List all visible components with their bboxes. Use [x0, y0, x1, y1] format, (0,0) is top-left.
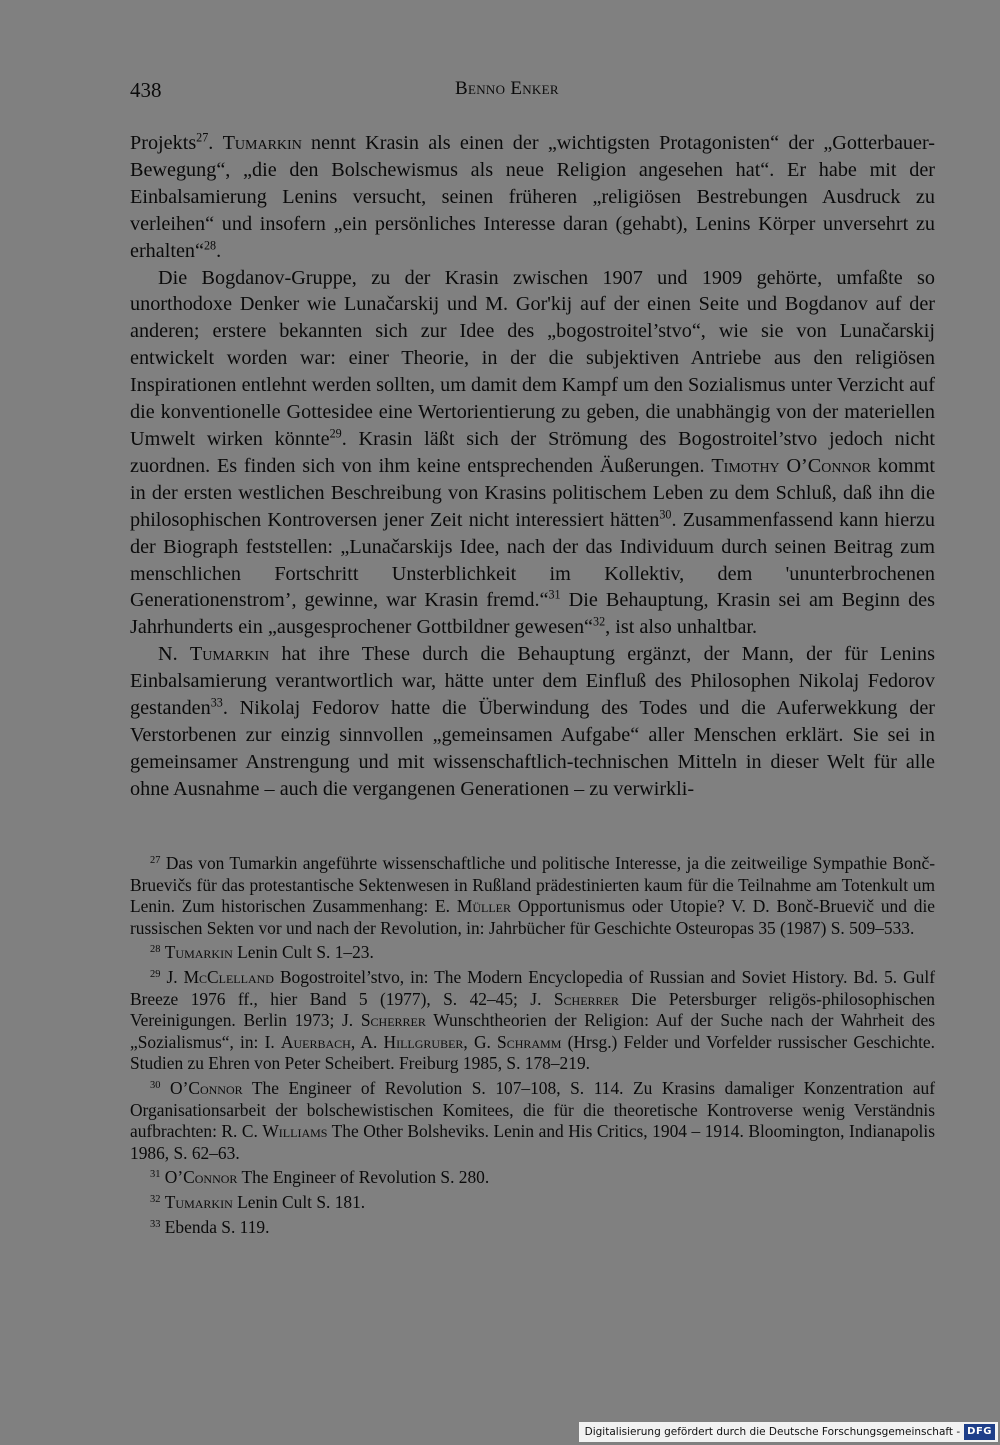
- dfg-logo-icon: DFG: [964, 1424, 995, 1440]
- footnote-32: $^{32}$ Tumarkin Lenin Cult S. 181.: [150, 1191, 366, 1212]
- footnote-28: $^{28}$ Tumarkin Lenin Cult S. 1–23.: [150, 942, 374, 963]
- author-name: Scherrer: [553, 988, 619, 1009]
- author-name: Timothy O’Connor: [711, 454, 872, 477]
- footnote-ref-33: 33: [210, 695, 223, 710]
- funding-footer: [579, 1422, 998, 1442]
- paragraph-3: N. Tumarkin hat ihre These durch die Behauptung ergänzt, der Mann, der für Lenins Einbalsamierung verantwortlich war, hätte unter dem Einfluß des Philosophen Nikolaj Fedorov gestanden$^{33}$. Nikolaj Fedorov hatte die Überwindung des Todes und die Auferwekkung der Verstorbenen zur einzig sinnvollen „gemeinsamen Aufgabe“ aller Menschen erklärt. Sie sei in gemeinsamer Anstrengung und mit wissenschaftlich-technischen Mitteln in dieser Welt für alle ohne Ausnahme – auch die vergangenen Generationen – zu verwirkli-: [130, 643, 935, 800]
- page-header: [130, 78, 935, 108]
- running-head: Benno Enker: [455, 78, 559, 99]
- footnote-number: 33: [150, 1218, 161, 1230]
- body-text: [130, 130, 935, 803]
- footnote-ref-27: 27: [196, 130, 209, 145]
- author-name: Schramm: [497, 1031, 562, 1052]
- footnotes: [130, 853, 935, 1241]
- author-name: O’Connor: [164, 1167, 238, 1188]
- footnote-30: $^{30}$ O’Connor The Engineer of Revolution S. 107–108, S. 114. Zu Krasins damaliger Konzentration auf Organisationsarbeit der bolschewistischen Komitees, die für die theoretische Kontroverse wenig Verständnis aufbrachten: R. C. Williams The Other Bolsheviks. Lenin and His Critics, 1904 – 1914. Bloomington, Indianapolis 1986, S. 62–63.: [130, 1077, 935, 1163]
- author-name: Hillgruber: [383, 1031, 464, 1052]
- paragraph-2: Die Bogdanov-Gruppe, zu der Krasin zwischen 1907 und 1909 gehörte, umfaßte so unorthodoxe Denker wie Lunačarskij und M. Gor'kij auf der einen Seite und Bogdanov auf der anderen; erstere bekannten sich zur Idee des „bogostroitel’stvo“, wie sie von Lunačarskij entwickelt worden war: einer Theorie, in der die subjektiven Antriebe aus den religiösen Inspirationen entlehnt werden sollten, um damit dem Kampf um den Sozialismus unter Verzicht auf die konventionelle Gottesidee eine Wertorientierung zu geben, die unabhängig von der materiellen Umwelt wirken könnte$^{29}$. Krasin läßt sich der Strömung des Bogostroitel’stvo jedoch nicht zuordnen. Es finden sich von ihm keine entsprechenden Äußerungen. Timothy O’Connor kommt in der ersten westlichen Beschreibung von Krasins politischem Leben zu dem Schluß, daß ihn die philosophischen Kontroversen jener Zeit nicht interessiert hätten$^{30}$. Zusammenfassend kann hierzu der Biograph feststellen: „Lunačarskijs Idee, nach der das Individuum durch seinen Beitrag zum menschlichen Fortschritt Unsterblichkeit im Kollektiv, dem 'ununterbrochenen Generationenstrom’, gewinne, war Krasin fremd.“$^{31}$ Die Behauptung, Krasin sei am Beginn des Jahrhunderts ein „ausgesprochener Gottbildner gewesen“$^{32}$, ist also unhaltbar.: [130, 266, 936, 639]
- author-name: Tumarkin: [189, 643, 270, 666]
- footnote-number: 27: [150, 854, 161, 866]
- footnote-29: $^{29}$ J. McClelland Bogostroitel’stvo, in: The Modern Encyclopedia of Russian and Soviet History. Bd. 5. Gulf Breeze 1976 ff., hier Band 5 (1977), S. 42–45; J. Scherrer Die Petersburger religös-philosophischen Vereinigungen. Berlin 1973; J. Scherrer Wunschtheorien der Religion: Auf der Suche nach der Wahrheit des „Sozialismus“, in: I. Auerbach, A. Hillgruber, G. Schramm (Hrsg.) Felder und Vorfelder russischer Geschichte. Studien zu Ehren von Peter Scheibert. Freiburg 1985, S. 178–219.: [130, 966, 935, 1074]
- footnote-33: $^{33}$ Ebenda S. 119.: [150, 1216, 270, 1237]
- footnote-number: 29: [150, 968, 161, 980]
- author-name: McClelland: [183, 966, 274, 987]
- footnote-number: 32: [150, 1193, 161, 1205]
- footnote-ref-32: 32: [593, 615, 606, 630]
- footnote-number: 28: [150, 944, 161, 956]
- footnote-31: $^{31}$ O’Connor The Engineer of Revolution S. 280.: [150, 1167, 490, 1188]
- author-name: Tumarkin: [222, 132, 302, 154]
- footnote-ref-30: 30: [659, 507, 672, 522]
- footnote-ref-29: 29: [329, 426, 342, 441]
- page-number: 438: [130, 78, 162, 102]
- paragraph-1: Projekts$^{27}$. Tumarkin nennt Krasin als einen der „wichtigsten Protagonisten“ der „Gotterbauer-Bewegung“, „die den Bolschewismus als neue Religion angesehen hat“. Er habe mit der Einbalsamierung Lenins versucht, seinen früheren „religiösen Bestrebungen Ausdruck zu verleihen“ und insofern „ein persönliches Interesse daran (gehabt), Lenins Körper unversehrt zu erhalten“$^{28}$.: [130, 130, 936, 262]
- footnote-ref-31: 31: [548, 588, 561, 603]
- funding-text: Digitalisierung gefördert durch die Deutsche Forschungsgemeinschaft -: [584, 1426, 961, 1438]
- footnote-27: $^{27}$ Das von Tumarkin angeführte wissenschaftliche und politische Interesse, ja die zeitweilige Sympathie Bonč-Bruevičs für das protestantische Sektenwesen in Rußland prädestinierten kaum für die Teilnahme am Totenkult um Lenin. Zum historischen Zusammenhang: E. Müller Opportunismus oder Utopie? V. D. Bonč-Bruevič und die russischen Sekten vor und nach der Revolution, in: Jahrbücher für Geschichte Osteuropas 35 (1987) S. 509–533.: [130, 853, 935, 938]
- author-name: O’Connor: [170, 1077, 243, 1098]
- author-name: Auerbach: [280, 1031, 351, 1052]
- author-name: Tumarkin: [164, 1191, 233, 1212]
- author-name: Müller: [456, 896, 511, 917]
- footnote-ref-28: 28: [203, 238, 217, 253]
- author-name: Tumarkin: [164, 942, 233, 963]
- footnote-number: 30: [150, 1079, 161, 1091]
- author-name: Williams: [262, 1121, 328, 1142]
- footnote-number: 31: [150, 1169, 161, 1181]
- author-name: Scherrer: [360, 1010, 426, 1031]
